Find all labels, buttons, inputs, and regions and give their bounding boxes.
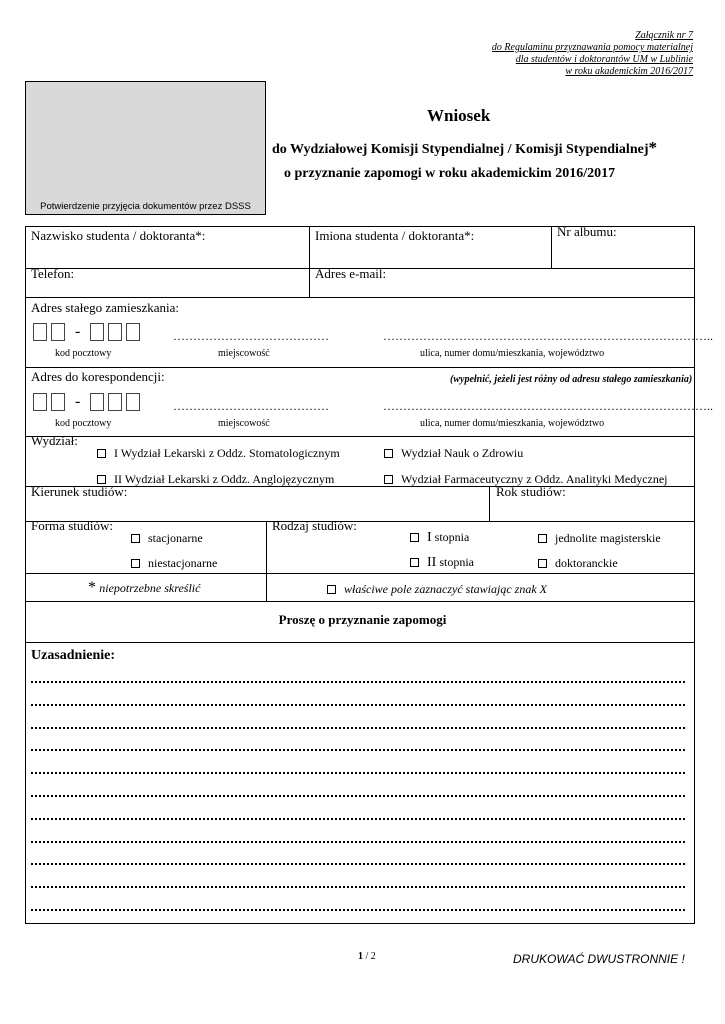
postal-digit-box[interactable] [51, 323, 65, 341]
postal-digit-box[interactable] [90, 393, 104, 411]
study-type-first-degree[interactable] [410, 530, 469, 545]
justification-line[interactable] [31, 909, 685, 911]
postal-digit-box[interactable] [33, 323, 47, 341]
stamp-caption: Potwierdzenie przyjęcia dokumentów przez DSSS [40, 201, 251, 212]
justification-label: Uzasadnienie: [31, 648, 115, 663]
justification-line[interactable] [31, 795, 685, 797]
checkbox[interactable] [131, 534, 140, 543]
permanent-street-line[interactable]: ……………………………………………………………………….. [383, 329, 713, 343]
checkbox[interactable] [538, 534, 547, 543]
second-degree-number: II [427, 555, 437, 570]
postal-digit-box[interactable] [33, 393, 47, 411]
mark-note-text: właściwe pole zaznaczyć stawiając znak X [344, 582, 547, 596]
divider [309, 226, 310, 297]
study-form-label: Forma studiów: [31, 518, 113, 533]
total-pages: / 2 [363, 951, 376, 962]
email-field[interactable]: Adres e-mail: [315, 266, 387, 281]
study-type-uniform-master[interactable] [538, 531, 661, 545]
document-title: Wniosek [427, 106, 491, 125]
postal-code-caption: kod pocztowy [55, 348, 112, 359]
postal-code-caption: kod pocztowy [55, 418, 112, 429]
permanent-postal-code[interactable] [33, 322, 144, 342]
divider [25, 367, 695, 368]
divider [489, 486, 490, 521]
mark-note [327, 582, 547, 597]
divider [25, 573, 695, 574]
colon: : [470, 228, 475, 243]
annex-line-2: do Regulaminu przyznawania pomocy materialnej [491, 42, 693, 53]
checkbox[interactable] [97, 449, 106, 458]
justification-line[interactable] [31, 749, 685, 751]
divider [25, 601, 695, 602]
study-year-field[interactable]: Rok studiów: [496, 484, 566, 499]
annex-line-1: Załącznik nr 7 [635, 30, 693, 41]
study-form-full-time[interactable] [131, 531, 203, 545]
full-time-label: stacjonarne [148, 531, 203, 545]
divider [266, 521, 267, 573]
subtitle-1-text: do Wydziałowej Komisji Stypendialnej / Komisji Stypendialnej [272, 142, 649, 157]
phone-field[interactable]: Telefon: [31, 266, 75, 281]
subtitle-1-star: * [648, 138, 657, 157]
checkbox[interactable] [538, 559, 547, 568]
print-duplex-note: DRUKOWAĆ DWUSTRONNIE ! [513, 952, 685, 966]
postal-digit-box[interactable] [126, 393, 140, 411]
course-field[interactable]: Kierunek studiów: [31, 484, 128, 499]
star-mark: * [464, 228, 471, 243]
postal-digit-box[interactable] [90, 323, 104, 341]
first-names-field[interactable] [315, 228, 474, 243]
uniform-master-label: jednolite magisterskie [555, 531, 661, 545]
first-names-label: Imiona studenta / doktoranta [315, 228, 465, 243]
part-time-label: niestacjonarne [148, 556, 218, 570]
street-caption: ulica, numer domu/mieszkania, województwo [420, 418, 605, 429]
checkbox[interactable] [131, 559, 140, 568]
checkbox[interactable] [384, 449, 393, 458]
justification-line[interactable] [31, 681, 685, 683]
postal-digit-box[interactable] [126, 323, 140, 341]
faculty-option-2[interactable] [384, 446, 523, 460]
stamp-box [25, 81, 266, 215]
study-type-second-degree[interactable] [410, 555, 474, 570]
study-type-doctoral[interactable] [538, 556, 618, 570]
city-caption: miejscowość [218, 418, 270, 429]
divider [25, 436, 695, 437]
street-caption: ulica, numer domu/mieszkania, województwo [420, 348, 605, 359]
star-mark: * [195, 228, 202, 243]
faculty-option-3-label: II Wydział Lekarski z Oddz. Anglojęzycznym [114, 472, 335, 486]
checkbox[interactable] [410, 533, 419, 542]
permanent-city-line[interactable]: ………………………………… [173, 329, 329, 343]
note-star: * [88, 579, 96, 596]
request-heading: Proszę o przyznanie zapomogi [278, 612, 447, 627]
surname-label: Nazwisko studenta / doktoranta [31, 228, 196, 243]
checkbox-icon [327, 585, 336, 594]
postal-digit-box[interactable] [108, 323, 122, 341]
justification-line[interactable] [31, 863, 685, 865]
first-degree-label: stopnia [434, 530, 470, 544]
correspondence-address-label: Adres do korespondencji: [31, 369, 165, 384]
permanent-address-label: Adres stałego zamieszkania: [31, 300, 179, 315]
surname-field[interactable] [31, 228, 205, 243]
faculty-option-1[interactable] [97, 446, 340, 460]
justification-line[interactable] [31, 886, 685, 888]
faculty-option-3[interactable] [97, 472, 334, 486]
document-subtitle-2: o przyznanie zapomogi w roku akademickim 2016/2017 [284, 166, 616, 181]
faculty-option-2-label: Wydział Nauk o Zdrowiu [401, 446, 524, 460]
correspondence-street-line[interactable]: ……………………………………………………………………….. [383, 399, 713, 413]
justification-line[interactable] [31, 772, 685, 774]
colon: : [201, 228, 206, 243]
document-subtitle-1 [272, 138, 657, 158]
strike-note-text: niepotrzebne skreślić [99, 581, 201, 595]
doctoral-label: doktoranckie [555, 556, 618, 570]
strike-note [88, 580, 200, 596]
divider [25, 297, 695, 298]
checkbox[interactable] [97, 475, 106, 484]
checkbox[interactable] [410, 558, 419, 567]
correspondence-city-line[interactable]: ………………………………… [173, 399, 329, 413]
current-page: 1 [358, 951, 363, 962]
justification-line[interactable] [31, 727, 685, 729]
justification-line[interactable] [31, 818, 685, 820]
faculty-option-4-label: Wydział Farmaceutyczny z Oddz. Analityki Medycznej [401, 472, 668, 486]
postal-digit-box[interactable] [108, 393, 122, 411]
annex-line-4: w roku akademickim 2016/2017 [565, 66, 693, 77]
correspondence-address-note: (wypełnić, jeżeli jest różny od adresu stałego zamieszkania) [450, 374, 693, 385]
correspondence-postal-code[interactable] [33, 392, 144, 412]
page-number [358, 951, 376, 962]
annex-note [492, 30, 693, 78]
study-form-part-time[interactable] [131, 556, 217, 570]
divider [266, 573, 267, 601]
divider [551, 226, 552, 268]
divider [25, 642, 695, 643]
first-degree-number: I [427, 530, 432, 545]
checkbox[interactable] [384, 475, 393, 484]
study-type-label: Rodzaj studiów: [272, 518, 357, 533]
faculty-option-1-label: I Wydział Lekarski z Oddz. Stomatologicznym [114, 446, 340, 460]
album-number-field[interactable]: Nr albumu: [557, 224, 617, 239]
postal-digit-box[interactable] [51, 393, 65, 411]
faculty-label: Wydział: [31, 433, 78, 448]
second-degree-label: stopnia [439, 555, 474, 569]
justification-line[interactable] [31, 841, 685, 843]
postal-dash: - [75, 323, 81, 340]
divider [25, 521, 695, 522]
postal-dash: - [75, 393, 81, 410]
annex-line-3: dla studentów i doktorantów UM w Lublinie [515, 54, 693, 65]
city-caption: miejscowość [218, 348, 270, 359]
justification-line[interactable] [31, 704, 685, 706]
